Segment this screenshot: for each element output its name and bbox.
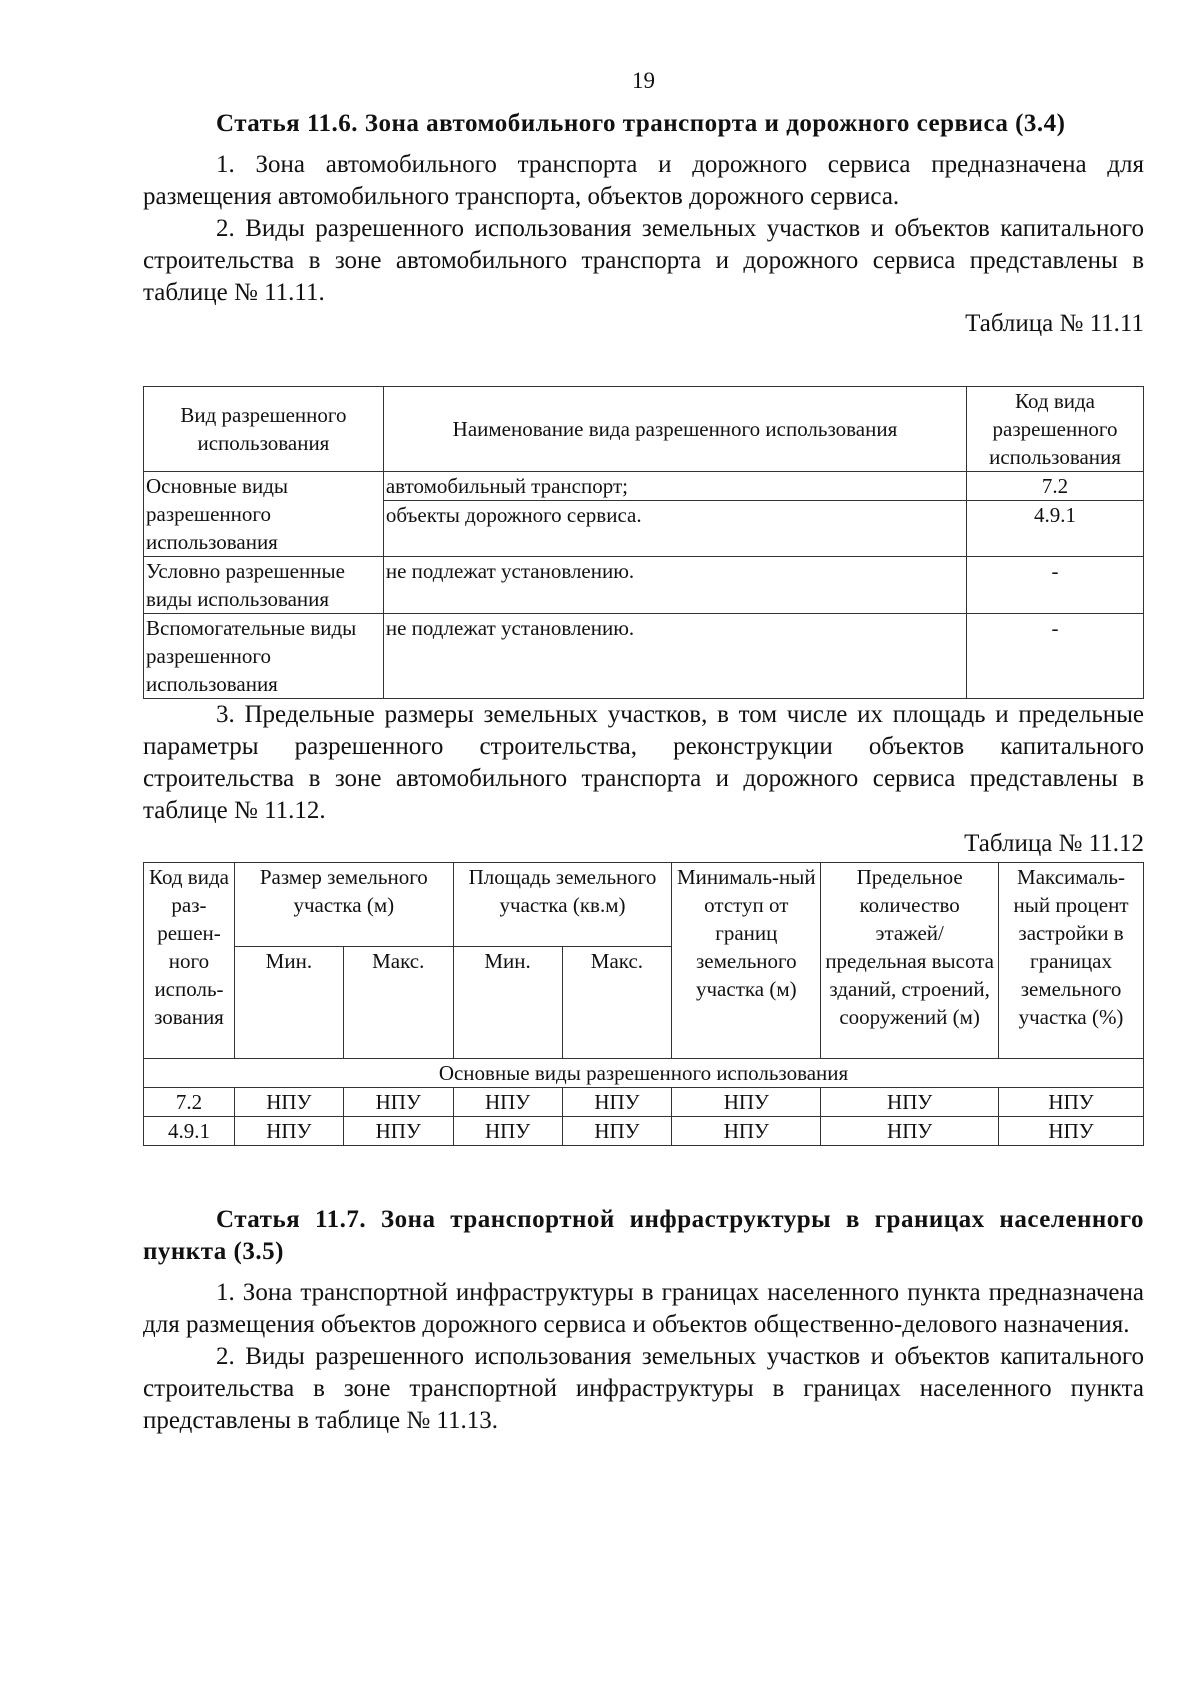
table-11-11 (143, 386, 1144, 699)
header-cell: Мин. (453, 947, 562, 1059)
header-cell: Площадь земельного участка (кв.м) (453, 863, 672, 947)
table-caption: Таблица № 11.11 (965, 310, 1144, 337)
table-cell: НПУ (821, 1088, 999, 1117)
table-caption: Таблица № 11.12 (964, 830, 1144, 857)
article-11-6 (143, 108, 1144, 339)
table-cell: НПУ (234, 1117, 343, 1146)
table-cell: 4.9.1 (967, 501, 1144, 557)
paragraph: 1. Зона автомобильного транспорта и дорожного сервиса предназначена для размещения автомобильного транспорта, объектов дорожного сервиса. (143, 151, 1144, 210)
table-cell: НПУ (562, 1117, 672, 1146)
table-row (144, 1117, 1144, 1146)
article-11-7 (143, 1204, 1144, 1437)
header-cell: Код вида раз-решен-ного исполь-зования (144, 863, 235, 1059)
article-heading: Статья 11.6. Зона автомобильного транспорта и дорожного сервиса (3.4) (216, 110, 1066, 137)
table-cell: 4.9.1 (144, 1117, 235, 1146)
table-cell: НПУ (343, 1088, 453, 1117)
header-cell: Максималь-ный процент застройки в границах земельного участка (%) (999, 863, 1144, 1059)
table-row (144, 1088, 1144, 1117)
table-cell: НПУ (453, 1117, 562, 1146)
table-cell: объекты дорожного сервиса. (383, 501, 966, 557)
group-label: Вспомогательные виды разрешенного использования (144, 614, 384, 699)
table-cell: НПУ (999, 1117, 1144, 1146)
header-cell: Размер земельного участка (м) (234, 863, 453, 947)
table-cell: НПУ (562, 1088, 672, 1117)
table-cell: 7.2 (967, 472, 1144, 501)
header-cell: Код вида разрешенного использования (967, 387, 1144, 472)
table-cell: НПУ (234, 1088, 343, 1117)
header-cell: Вид разрешенного использования (144, 387, 384, 472)
table-cell: автомобильный транспорт; (383, 472, 966, 501)
table-cell: не подлежат установлению. (383, 614, 966, 699)
paragraph: 2. Виды разрешенного использования земельных участков и объектов капитального строительства в зоне автомобильного транспорта и дорожного сервиса представлены в таблице № 11.11. (143, 215, 1144, 306)
header-cell: Макс. (562, 947, 672, 1059)
table-cell: 7.2 (144, 1088, 235, 1117)
header-cell: Макс. (343, 947, 453, 1059)
table-cell: НПУ (672, 1088, 821, 1117)
group-label: Условно разрешенные виды использования (144, 557, 384, 614)
paragraph: 2. Виды разрешенного использования земельных участков и объектов капитального строительства в зоне транспортной инфраструктуры в границах населенного пункта представлены в таблице № 11.13. (143, 1343, 1144, 1434)
header-cell: Наименование вида разрешенного использования (383, 387, 966, 472)
table-cell: НПУ (999, 1088, 1144, 1117)
table-11-12 (143, 862, 1144, 1146)
table-cell: не подлежат установлению. (383, 557, 966, 614)
article-heading: Статья 11.7. Зона транспортной инфраструктуры в границах населенного пункта (3.5) (143, 1206, 1144, 1265)
paragraph: 1. Зона транспортной инфраструктуры в границах населенного пункта предназначена для размещения объектов дорожного сервиса и объектов общественно-делового назначения. (143, 1279, 1144, 1338)
article-11-6-continued (143, 699, 1144, 859)
table-cell: НПУ (453, 1088, 562, 1117)
header-cell: Минималь-ный отступ от границ земельного участка (м) (672, 863, 821, 1059)
table-cell: - (967, 614, 1144, 699)
group-label: Основные виды разрешенного использования (144, 472, 384, 557)
table-cell: НПУ (821, 1117, 999, 1146)
header-cell: Предельное количество этажей/ предельная высота зданий, строений, сооружений (м) (821, 863, 999, 1059)
table-cell: НПУ (343, 1117, 453, 1146)
section-row: Основные виды разрешенного использования (144, 1059, 1144, 1088)
page-number: 19 (632, 68, 655, 93)
paragraph: 3. Предельные размеры земельных участков, в том числе их площадь и предельные параметры разрешенного строительства, реконструкции объектов капитального строительства в зоне автомобильного транспорта и дорожного сервиса представлены в таблице № 11.12. (143, 701, 1144, 824)
header-cell: Мин. (234, 947, 343, 1059)
table-cell: - (967, 557, 1144, 614)
table-cell: НПУ (672, 1117, 821, 1146)
